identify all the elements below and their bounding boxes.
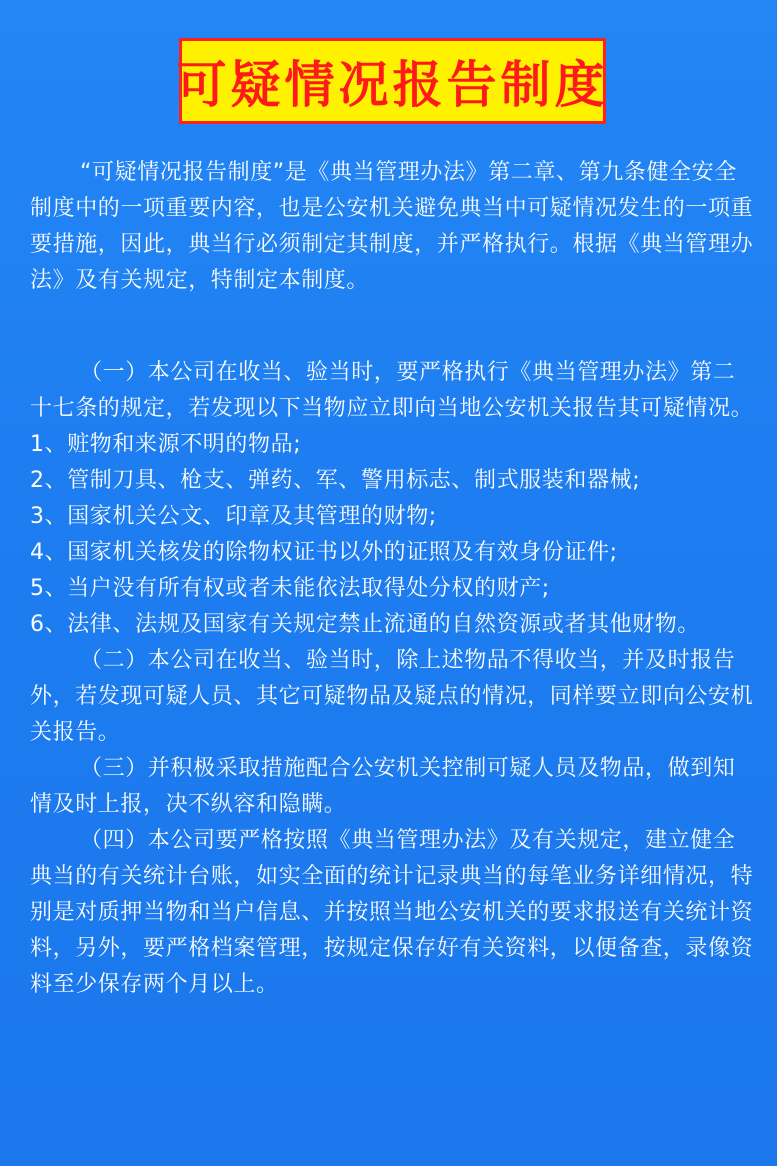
list-item-4: 4、国家机关核发的除物权证书以外的证照及有效身份证件; <box>30 540 618 565</box>
list-item-2: 2、管制刀具、枪支、弹药、军、警用标志、制式服装和器械; <box>30 468 641 493</box>
list-item-6: 6、法律、法规及国家有关规定禁止流通的自然资源或者其他财物。 <box>30 612 700 637</box>
list-item-5: 5、当户没有所有权或者未能依法取得处分权的财产; <box>30 576 550 601</box>
page-title: 可疑情况报告制度 <box>176 56 609 114</box>
spacer <box>30 299 755 355</box>
section-1-paragraph: （一）本公司在收当、验当时，要严格执行《典当管理办法》第二十七条的规定，若发现以下当物应立即向当地公安机关报告其可疑情况。 <box>30 360 754 421</box>
section-2-paragraph: （二）本公司在收当、验当时，除上述物品不得收当，并及时报告外，若发现可疑人员、其它可疑物品及疑点的情况，同样要立即向公安机关报告。 <box>30 648 754 745</box>
section-4-paragraph: （四）本公司要严格按照《典当管理办法》及有关规定，建立健全典当的有关统计台账，如实全面的统计记录典当的每笔业务详细情况，特别是对质押当物和当户信息、并按照当地公安机关的要求报送有关统计资料，另外，要严格档案管理，按规定保存好有关资料，以便备查，录像资料至少保存两个月以上。 <box>30 828 754 997</box>
list-item-3: 3、国家机关公文、印章及其管理的财物; <box>30 504 437 529</box>
list-item-1: 1、赃物和来源不明的物品; <box>30 432 302 457</box>
intro-paragraph: “可疑情况报告制度”是《典当管理办法》第二章、第九条健全安全制度中的一项重要内容，也是公安机关避免典当中可疑情况发生的一项重要措施，因此，典当行必须制定其制度，并严格执行。根据《典当管理办法》及有关规定，特制定本制度。 <box>30 160 754 293</box>
title-banner <box>176 38 609 124</box>
section-3-paragraph: （三）并积极采取措施配合公安机关控制可疑人员及物品，做到知情及时上报，决不纵容和隐瞒。 <box>30 756 736 817</box>
regulation-body <box>30 155 755 1003</box>
